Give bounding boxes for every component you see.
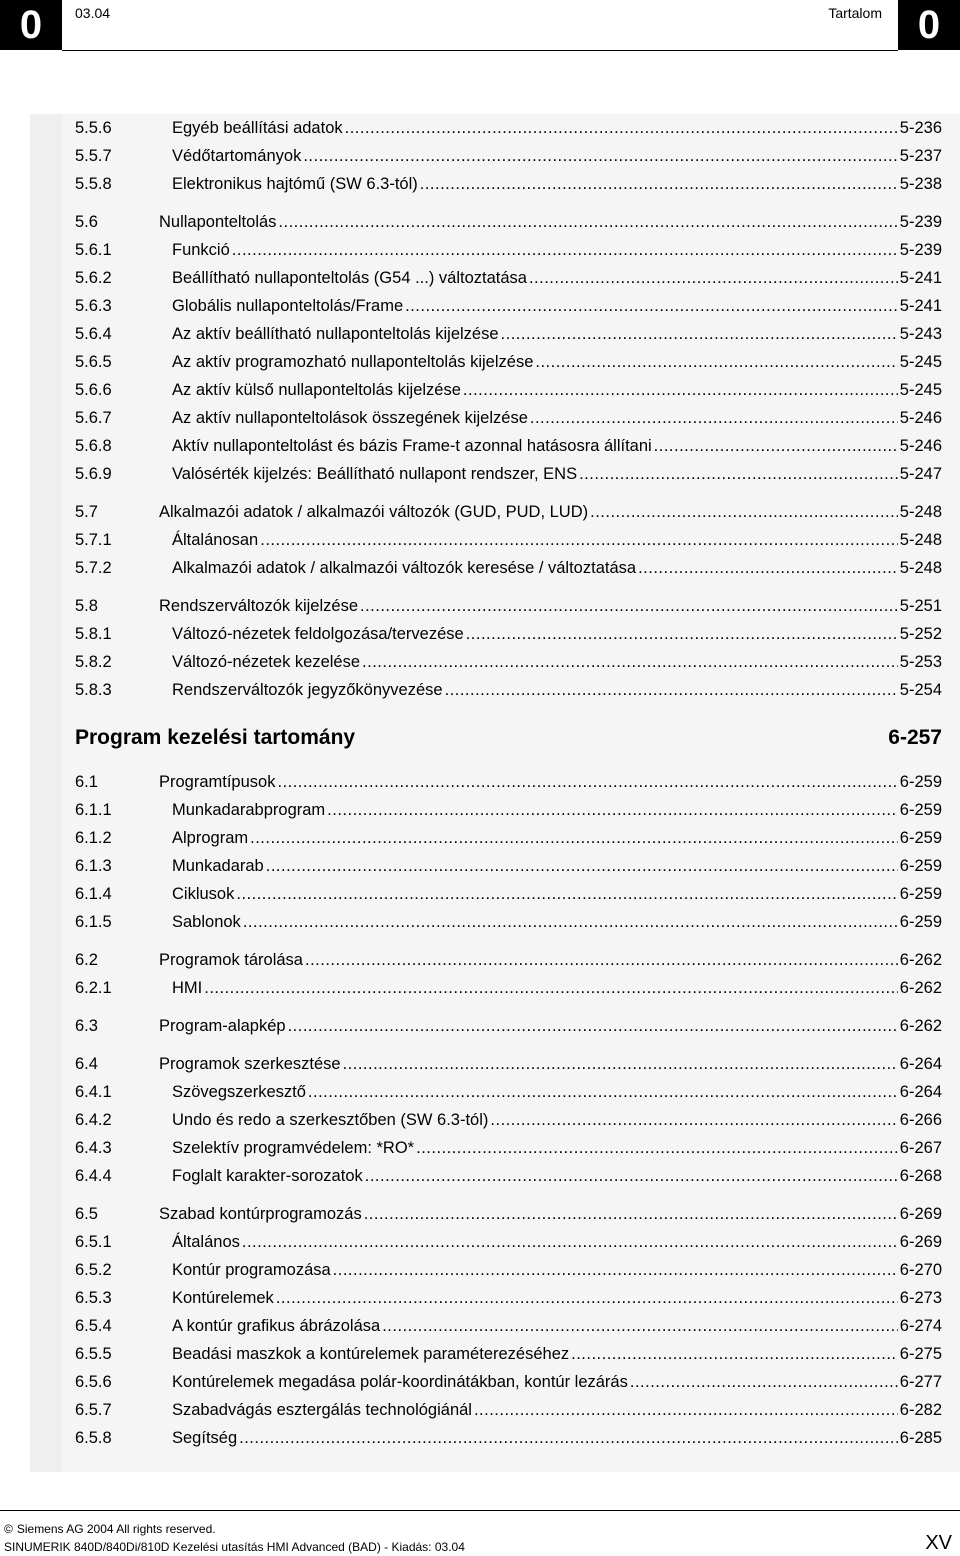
- toc-entry[interactable]: [75, 348, 942, 376]
- toc-entry-page: 5-252: [899, 625, 942, 643]
- dot-leader: [242, 1228, 898, 1256]
- table-of-contents: [75, 114, 942, 1462]
- toc-entry-page: 6-264: [899, 1055, 942, 1073]
- toc-entry-number: 6.4.2: [75, 1111, 112, 1129]
- toc-entry-page: 6-277: [899, 1373, 942, 1391]
- toc-entry-number: 5.7.2: [75, 559, 112, 577]
- toc-group: [75, 592, 942, 704]
- toc-entry[interactable]: [75, 908, 942, 936]
- toc-entry-title: Elektronikus hajtómű (SW 6.3-tól): [172, 175, 418, 193]
- toc-entry-page: 6-259: [899, 773, 942, 791]
- dot-leader: [463, 376, 898, 404]
- toc-entry-title: Munkadarab: [172, 857, 264, 875]
- dot-leader: [327, 796, 898, 824]
- toc-entry-page: 5-236: [899, 119, 942, 137]
- toc-entry-title: Az aktív külső nullaponteltolás kijelzése: [172, 381, 461, 399]
- toc-entry-title: Programtípusok: [159, 773, 276, 791]
- toc-entry[interactable]: [75, 404, 942, 432]
- toc-entry-number: 5.6.8: [75, 437, 112, 455]
- dot-leader: [654, 432, 898, 460]
- toc-entry-title: Alkalmazói adatok / alkalmazói változók keresése / változtatása: [172, 559, 637, 577]
- toc-entry-number: 5.7.1: [75, 531, 112, 549]
- toc-entry[interactable]: [75, 974, 942, 1002]
- toc-entry[interactable]: [75, 460, 942, 488]
- dot-leader: [405, 292, 898, 320]
- toc-entry-title: Kontúrelemek megadása polár-koordinátákban, kontúr lezárás: [172, 1373, 628, 1391]
- toc-entry[interactable]: [75, 796, 942, 824]
- dot-leader: [529, 264, 898, 292]
- dot-leader: [308, 1078, 898, 1106]
- toc-group: [75, 946, 942, 1002]
- footer-copyright: © Siemens AG 2004 All rights reserved.: [4, 1522, 216, 1536]
- toc-entry-number: 5.8: [75, 597, 98, 615]
- toc-entry-page: 6-282: [899, 1401, 942, 1419]
- toc-entry[interactable]: [75, 1106, 942, 1134]
- toc-entry[interactable]: [75, 824, 942, 852]
- chapter-heading[interactable]: [75, 714, 942, 762]
- dot-leader: [243, 908, 898, 936]
- toc-entry-page: 6-262: [899, 979, 942, 997]
- toc-entry-page: 6-268: [899, 1167, 942, 1185]
- dot-leader: [266, 852, 898, 880]
- chapter-box-left: 0: [0, 0, 62, 50]
- toc-entry-number: 6.5.4: [75, 1317, 112, 1335]
- toc-entry-number: 6.1.5: [75, 913, 112, 931]
- dot-leader: [204, 974, 898, 1002]
- toc-entry-page: 6-259: [899, 885, 942, 903]
- toc-entry-number: 5.7: [75, 503, 98, 521]
- toc-entry[interactable]: [75, 1340, 942, 1368]
- toc-entry-title: Sablonok: [172, 913, 241, 931]
- dot-leader: [638, 554, 898, 582]
- toc-entry-number: 6.5.3: [75, 1289, 112, 1307]
- dot-leader: [260, 526, 898, 554]
- dot-leader: [630, 1368, 898, 1396]
- toc-entry-title: Programok tárolása: [159, 951, 303, 969]
- toc-entry-title: Foglalt karakter-sorozatok: [172, 1167, 363, 1185]
- dot-leader: [364, 1200, 898, 1228]
- footer-rule: [0, 1510, 960, 1511]
- toc-entry-page: 6-259: [899, 857, 942, 875]
- side-band: [30, 114, 62, 1472]
- dot-leader: [416, 1134, 898, 1162]
- dot-leader: [345, 114, 898, 142]
- toc-entry-page: 6-262: [899, 951, 942, 969]
- toc-entry-title: Az aktív programozható nullaponteltolás kijelzése: [172, 353, 534, 371]
- toc-entry[interactable]: [75, 1256, 942, 1284]
- toc-entry-page: 6-266: [899, 1111, 942, 1129]
- toc-entry-number: 6.4.1: [75, 1083, 112, 1101]
- toc-entry-page: 5-245: [899, 381, 942, 399]
- dot-leader: [490, 1106, 897, 1134]
- toc-entry-title: A kontúr grafikus ábrázolása: [172, 1317, 381, 1335]
- toc-entry-number: 5.8.3: [75, 681, 112, 699]
- toc-entry-title: Munkadarabprogram: [172, 801, 326, 819]
- toc-entry[interactable]: [75, 1200, 942, 1228]
- toc-entry-title: Kontúrelemek: [172, 1289, 274, 1307]
- toc-entry-number: 6.4.3: [75, 1139, 112, 1157]
- toc-entry-number: 5.5.8: [75, 175, 112, 193]
- toc-entry-number: 6.1.1: [75, 801, 112, 819]
- toc-group: [75, 768, 942, 936]
- toc-entry-title: Beadási maszkok a kontúrelemek paraméterezéséhez: [172, 1345, 570, 1363]
- toc-entry-number: 6.1: [75, 773, 98, 791]
- toc-entry-page: 5-251: [899, 597, 942, 615]
- toc-entry-title: Általános: [172, 1233, 240, 1251]
- toc-entry-title: Szelektív programvédelem: *RO*: [172, 1139, 415, 1157]
- toc-entry-page: 6-285: [899, 1429, 942, 1447]
- toc-entry-title: Az aktív nullaponteltolások összegének kijelzése: [172, 409, 528, 427]
- dot-leader: [236, 880, 897, 908]
- toc-entry-title: Rendszerváltozók jegyzőkönyvezése: [172, 681, 443, 699]
- toc-entry-page: 5-241: [899, 297, 942, 315]
- toc-entry-page: 5-241: [899, 269, 942, 287]
- chapter-title: Program kezelési tartomány: [75, 726, 356, 749]
- toc-entry-title: Védőtartományok: [172, 147, 302, 165]
- toc-entry[interactable]: [75, 170, 942, 198]
- toc-entry-title: Funkció: [172, 241, 230, 259]
- toc-entry-number: 5.5.6: [75, 119, 112, 137]
- toc-entry-number: 5.5.7: [75, 147, 112, 165]
- toc-entry-page: 6-269: [899, 1205, 942, 1223]
- toc-group: [75, 208, 942, 488]
- toc-entry[interactable]: [75, 498, 942, 526]
- toc-entry[interactable]: [75, 1368, 942, 1396]
- toc-entry[interactable]: [75, 320, 942, 348]
- toc-entry-title: Általánosan: [172, 531, 259, 549]
- toc-entry-page: 5-248: [899, 559, 942, 577]
- toc-entry-title: Szabad kontúrprogramozás: [159, 1205, 362, 1223]
- dot-leader: [277, 768, 897, 796]
- dot-leader: [303, 142, 897, 170]
- dot-leader: [333, 1256, 898, 1284]
- toc-entry[interactable]: [75, 432, 942, 460]
- toc-entry-title: Program-alapkép: [159, 1017, 286, 1035]
- toc-entry-page: 5-239: [899, 213, 942, 231]
- footer-document: SINUMERIK 840D/840Di/810D Kezelési utasítás HMI Advanced (BAD) - Kiadás: 03.04: [4, 1540, 465, 1554]
- dot-leader: [474, 1396, 898, 1424]
- toc-entry-number: 5.6.4: [75, 325, 112, 343]
- dot-leader: [232, 236, 898, 264]
- dot-leader: [305, 946, 898, 974]
- toc-entry[interactable]: [75, 142, 942, 170]
- toc-entry[interactable]: [75, 1050, 942, 1078]
- toc-entry-title: Alkalmazói adatok / alkalmazói változók (GUD, PUD, LUD): [159, 503, 589, 521]
- dot-leader: [445, 676, 898, 704]
- toc-entry-page: 6-275: [899, 1345, 942, 1363]
- dot-leader: [343, 1050, 898, 1078]
- toc-entry[interactable]: [75, 620, 942, 648]
- toc-entry[interactable]: [75, 264, 942, 292]
- toc-entry-title: Szabadvágás esztergálás technológiánál: [172, 1401, 472, 1419]
- toc-entry[interactable]: [75, 880, 942, 908]
- footer-page-number: XV: [925, 1532, 952, 1554]
- toc-entry-title: HMI: [172, 979, 203, 997]
- toc-entry-page: 5-246: [899, 437, 942, 455]
- toc-entry[interactable]: [75, 376, 942, 404]
- toc-entry-number: 6.2.1: [75, 979, 112, 997]
- toc-entry[interactable]: [75, 1312, 942, 1340]
- toc-entry[interactable]: [75, 1134, 942, 1162]
- toc-entry[interactable]: [75, 554, 942, 582]
- toc-entry-title: Egyéb beállítási adatok: [172, 119, 343, 137]
- toc-entry-page: 6-264: [899, 1083, 942, 1101]
- toc-entry-title: Rendszerváltozók kijelzése: [159, 597, 359, 615]
- toc-entry-number: 5.6.2: [75, 269, 112, 287]
- toc-entry-number: 5.6.5: [75, 353, 112, 371]
- toc-entry-number: 6.5.7: [75, 1401, 112, 1419]
- toc-entry-title: Segítség: [172, 1429, 238, 1447]
- toc-entry-title: Beállítható nullaponteltolás (G54 ...) változtatása: [172, 269, 527, 287]
- copyright-icon: ©: [4, 1522, 13, 1536]
- toc-entry-number: 6.2: [75, 951, 98, 969]
- dot-leader: [276, 1284, 898, 1312]
- toc-entry-title: Nullaponteltolás: [159, 213, 277, 231]
- toc-entry-page: 5-243: [899, 325, 942, 343]
- chapter-box-right: 0: [898, 0, 960, 50]
- dot-leader: [288, 1012, 898, 1040]
- toc-entry-page: 6-273: [899, 1289, 942, 1307]
- toc-entry-number: 5.8.1: [75, 625, 112, 643]
- toc-entry-number: 6.5.8: [75, 1429, 112, 1447]
- toc-group: [75, 114, 942, 198]
- toc-entry-number: 6.4: [75, 1055, 98, 1073]
- header-title: Tartalom: [828, 5, 882, 21]
- dot-leader: [530, 404, 898, 432]
- toc-entry-page: 6-259: [899, 801, 942, 819]
- toc-entry-page: 6-270: [899, 1261, 942, 1279]
- toc-entry-page: 5-247: [899, 465, 942, 483]
- toc-entry-number: 6.4.4: [75, 1167, 112, 1185]
- toc-group: [75, 1050, 942, 1190]
- toc-entry-title: Aktív nullaponteltolást és bázis Frame-t azonnal hatásosra állítani: [172, 437, 652, 455]
- toc-group: [75, 1200, 942, 1452]
- dot-leader: [382, 1312, 898, 1340]
- dot-leader: [420, 170, 898, 198]
- toc-entry-page: 6-269: [899, 1233, 942, 1251]
- header-date: 03.04: [75, 5, 111, 21]
- toc-entry-number: 5.6.7: [75, 409, 112, 427]
- toc-entry[interactable]: [75, 114, 942, 142]
- toc-entry-number: 6.3: [75, 1017, 98, 1035]
- toc-entry[interactable]: [75, 1162, 942, 1190]
- toc-entry-page: 5-254: [899, 681, 942, 699]
- dot-leader: [360, 592, 898, 620]
- toc-entry-number: 5.6.1: [75, 241, 112, 259]
- toc-entry-page: 6-274: [899, 1317, 942, 1335]
- toc-entry-page: 5-245: [899, 353, 942, 371]
- toc-entry-page: 5-246: [899, 409, 942, 427]
- toc-entry-number: 5.6.3: [75, 297, 112, 315]
- toc-section-after: [75, 768, 942, 1452]
- toc-entry[interactable]: [75, 852, 942, 880]
- dot-leader: [278, 208, 897, 236]
- toc-entry[interactable]: [75, 208, 942, 236]
- header-rule: [62, 50, 898, 51]
- toc-entry-page: 5-253: [899, 653, 942, 671]
- dot-leader: [579, 460, 898, 488]
- toc-entry[interactable]: [75, 946, 942, 974]
- chapter-page: 6-257: [888, 726, 942, 749]
- toc-entry-page: 5-239: [899, 241, 942, 259]
- toc-entry-number: 6.5.6: [75, 1373, 112, 1391]
- toc-entry[interactable]: [75, 1012, 942, 1040]
- dot-leader: [250, 824, 898, 852]
- toc-entry-title: Az aktív beállítható nullaponteltolás kijelzése: [172, 325, 499, 343]
- toc-entry-title: Programok szerkesztése: [159, 1055, 341, 1073]
- toc-entry-page: 5-248: [899, 531, 942, 549]
- toc-entry-number: 6.1.4: [75, 885, 112, 903]
- toc-entry-page: 6-262: [899, 1017, 942, 1035]
- dot-leader: [501, 320, 898, 348]
- toc-entry[interactable]: [75, 648, 942, 676]
- toc-section-before: [75, 114, 942, 704]
- toc-entry-number: 6.1.2: [75, 829, 112, 847]
- toc-entry-title: Globális nullaponteltolás/Frame: [172, 297, 404, 315]
- toc-entry[interactable]: [75, 236, 942, 264]
- toc-entry-title: Alprogram: [172, 829, 249, 847]
- toc-group: [75, 498, 942, 582]
- toc-entry-page: 5-237: [899, 147, 942, 165]
- toc-entry-title: Undo és redo a szerkesztőben (SW 6.3-tól): [172, 1111, 489, 1129]
- dot-leader: [466, 620, 898, 648]
- toc-entry-title: Ciklusok: [172, 885, 235, 903]
- dot-leader: [365, 1162, 898, 1190]
- toc-entry-number: 6.5.2: [75, 1261, 112, 1279]
- dot-leader: [571, 1340, 898, 1368]
- toc-entry[interactable]: [75, 592, 942, 620]
- toc-entry-number: 6.5.1: [75, 1233, 112, 1251]
- toc-entry[interactable]: [75, 676, 942, 704]
- toc-entry-title: Változó-nézetek feldolgozása/tervezése: [172, 625, 464, 643]
- toc-entry-page: 5-238: [899, 175, 942, 193]
- toc-entry[interactable]: [75, 292, 942, 320]
- toc-entry-number: 6.5.5: [75, 1345, 112, 1363]
- toc-entry-page: 6-259: [899, 829, 942, 847]
- toc-entry-title: Kontúr programozása: [172, 1261, 331, 1279]
- toc-entry[interactable]: [75, 1228, 942, 1256]
- toc-entry-number: 5.8.2: [75, 653, 112, 671]
- toc-group: [75, 1012, 942, 1040]
- toc-entry-number: 5.6: [75, 213, 98, 231]
- toc-entry[interactable]: [75, 768, 942, 796]
- toc-entry-page: 5-248: [899, 503, 942, 521]
- toc-entry-page: 6-267: [899, 1139, 942, 1157]
- dot-leader: [362, 648, 898, 676]
- toc-entry-title: Szövegszerkesztő: [172, 1083, 306, 1101]
- dot-leader: [590, 498, 898, 526]
- toc-entry[interactable]: [75, 1078, 942, 1106]
- toc-entry-number: 5.6.6: [75, 381, 112, 399]
- toc-entry-page: 6-259: [899, 913, 942, 931]
- toc-entry-number: 5.6.9: [75, 465, 112, 483]
- dot-leader: [535, 348, 897, 376]
- toc-entry-number: 6.5: [75, 1205, 98, 1223]
- toc-entry[interactable]: [75, 526, 942, 554]
- toc-entry[interactable]: [75, 1284, 942, 1312]
- toc-entry[interactable]: [75, 1424, 942, 1452]
- toc-entry-number: 6.1.3: [75, 857, 112, 875]
- dot-leader: [239, 1424, 898, 1452]
- toc-entry-title: Valósérték kijelzés: Beállítható nullapont rendszer, ENS: [172, 465, 578, 483]
- toc-entry-title: Változó-nézetek kezelése: [172, 653, 361, 671]
- toc-entry[interactable]: [75, 1396, 942, 1424]
